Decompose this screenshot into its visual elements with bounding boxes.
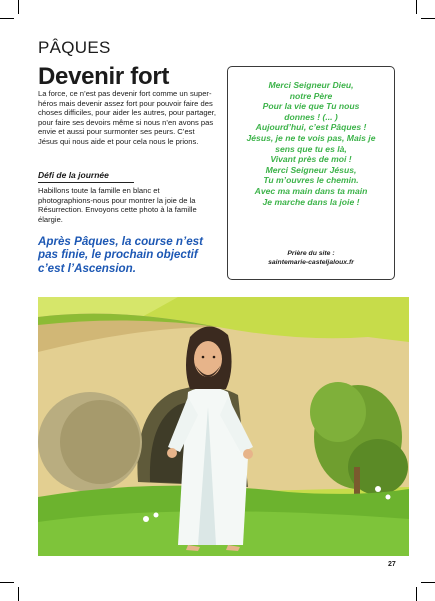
eye — [213, 356, 216, 359]
resurrection-illustration — [38, 297, 409, 556]
prayer-line: Jésus, je ne te vois pas, Mais je — [246, 132, 376, 143]
crop-mark — [18, 587, 19, 601]
prayer-line: Vivant près de moi ! — [270, 154, 352, 165]
flower — [143, 516, 149, 522]
challenge-text: Habillons toute la famille en blanc et photographions-nous pour montrer la joie de la Résurrection. Envoyons cette photo à la famille élargie. — [38, 186, 197, 224]
crop-mark — [416, 587, 417, 601]
crop-mark — [416, 0, 417, 14]
flower — [154, 513, 159, 518]
slogan-text: Après Pâques, la course n’est pas finie, le prochain objectif c’est l’Ascension. — [38, 235, 203, 275]
challenge-divider — [38, 182, 134, 183]
face — [194, 341, 222, 377]
prayer-line: sens que tu es là, — [275, 143, 347, 154]
flower — [375, 486, 381, 492]
prayer-line: Pour la vie que Tu nous — [262, 101, 360, 112]
prayer-text — [231, 80, 391, 207]
prayer-credit — [231, 250, 391, 267]
left-hand — [167, 448, 177, 458]
prayer-line: Tu m’ouvres le chemin. — [263, 175, 359, 186]
prayer-line: Merci Seigneur Dieu, — [268, 80, 354, 90]
rolled-stone-face — [60, 400, 140, 484]
intro-paragraph: La force, ce n’est pas devenir fort comme un super-héros mais devenir assez fort pour pouvoir faire des choses difficiles, pour aider les autres, pour partager, pour faire ses devoirs même si nous n’en avons pas envie et aussi pour surmonter ses peurs. C’est Jésus qui nous aide et pour cela nous le prions. — [38, 89, 216, 146]
page-number: 27 — [388, 561, 396, 568]
crop-mark — [0, 18, 14, 19]
prayer-line: notre Père — [289, 90, 333, 101]
crop-mark — [18, 0, 19, 14]
prayer-line: donnes ! (... ) — [284, 111, 338, 122]
flower — [386, 495, 391, 500]
page-title: Devenir fort — [38, 63, 170, 90]
crop-mark — [0, 582, 14, 583]
right-hand — [243, 449, 253, 459]
prayer-line: Je marche dans la joie ! — [262, 196, 360, 207]
challenge-heading: Défi de la journée — [38, 170, 109, 180]
credit-site: saintemarie-casteljaloux.fr — [268, 258, 354, 266]
crop-mark — [421, 18, 435, 19]
prayer-line: Avec ma main dans ta main — [254, 185, 368, 196]
bush — [310, 382, 366, 442]
credit-label: Prière du site : — [287, 250, 335, 257]
section-heading: PÂQUES — [38, 38, 111, 57]
prayer-line: Aujourd’hui, c’est Pâques ! — [255, 122, 367, 133]
crop-mark — [421, 582, 435, 583]
eye — [202, 356, 205, 359]
prayer-line: Merci Seigneur Jésus, — [265, 164, 357, 175]
